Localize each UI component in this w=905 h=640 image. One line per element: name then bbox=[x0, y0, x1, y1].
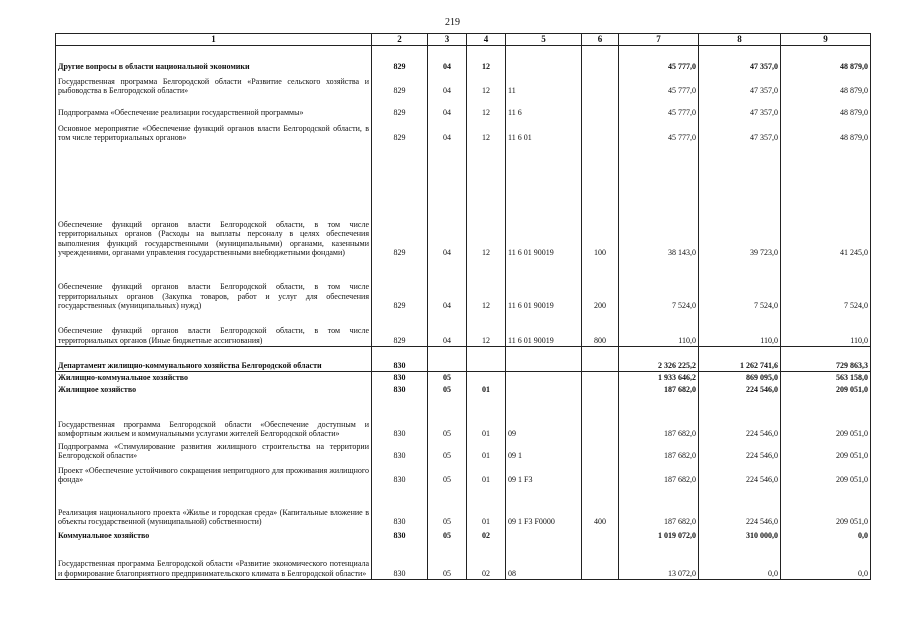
expense-type-cell bbox=[582, 46, 619, 73]
expense-type-cell bbox=[582, 528, 619, 542]
amount-year1-cell: 45 777,0 bbox=[619, 73, 699, 97]
chapter-code-cell: 830 bbox=[372, 462, 428, 486]
section-code-cell: 04 bbox=[428, 46, 467, 73]
chapter-code-cell: 830 bbox=[372, 347, 428, 372]
amount-year1-cell: 13 072,0 bbox=[619, 542, 699, 580]
subsection-code-cell: 12 bbox=[467, 97, 506, 119]
amount-year1-cell: 187 682,0 bbox=[619, 440, 699, 462]
target-article-cell: 09 1 bbox=[506, 440, 582, 462]
row-name-cell: Другие вопросы в области национальной экономики bbox=[56, 46, 372, 73]
column-header: 6 bbox=[582, 34, 619, 46]
expense-type-cell: 200 bbox=[582, 259, 619, 312]
amount-year3-cell: 41 245,0 bbox=[781, 144, 871, 259]
chapter-code-cell: 829 bbox=[372, 73, 428, 97]
table-row bbox=[56, 119, 871, 144]
section-code-cell: 05 bbox=[428, 372, 467, 384]
expense-type-cell bbox=[582, 542, 619, 580]
table-row bbox=[56, 528, 871, 542]
section-code-cell: 04 bbox=[428, 312, 467, 347]
chapter-code-cell: 830 bbox=[372, 440, 428, 462]
amount-year1-cell: 187 682,0 bbox=[619, 384, 699, 396]
section-code-cell: 05 bbox=[428, 384, 467, 396]
section-code-cell: 05 bbox=[428, 396, 467, 440]
amount-year1-cell: 7 524,0 bbox=[619, 259, 699, 312]
amount-year2-cell: 869 095,0 bbox=[699, 372, 781, 384]
subsection-code-cell: 01 bbox=[467, 462, 506, 486]
section-code-cell: 05 bbox=[428, 486, 467, 528]
amount-year3-cell: 0,0 bbox=[781, 528, 871, 542]
amount-year3-cell: 209 051,0 bbox=[781, 396, 871, 440]
row-name-cell: Государственная программа Белгородской области «Развитие экономического потенциала и формирование благоприятного предпринимательского климата в Белгородской области» bbox=[56, 542, 372, 580]
amount-year2-cell: 47 357,0 bbox=[699, 73, 781, 97]
expense-type-cell bbox=[582, 119, 619, 144]
amount-year3-cell: 209 051,0 bbox=[781, 486, 871, 528]
chapter-code-cell: 830 bbox=[372, 384, 428, 396]
column-header: 3 bbox=[428, 34, 467, 46]
amount-year3-cell: 48 879,0 bbox=[781, 46, 871, 73]
amount-year3-cell: 7 524,0 bbox=[781, 259, 871, 312]
target-article-cell: 11 bbox=[506, 73, 582, 97]
row-name-cell: Подпрограмма «Обеспечение реализации государственной программы» bbox=[56, 97, 372, 119]
amount-year2-cell: 47 357,0 bbox=[699, 119, 781, 144]
expense-type-cell bbox=[582, 440, 619, 462]
table-row bbox=[56, 486, 871, 528]
row-name-cell: Проект «Обеспечение устойчивого сокращения непригодного для проживания жилищного фонда» bbox=[56, 462, 372, 486]
expense-type-cell bbox=[582, 97, 619, 119]
column-header: 8 bbox=[699, 34, 781, 46]
column-header: 1 bbox=[56, 34, 372, 46]
row-name-cell: Основное мероприятие «Обеспечение функций органов власти Белгородской области, в том числе территориальных органов» bbox=[56, 119, 372, 144]
amount-year3-cell: 48 879,0 bbox=[781, 73, 871, 97]
section-code-cell bbox=[428, 347, 467, 372]
target-article-cell: 11 6 01 90019 bbox=[506, 259, 582, 312]
section-code-cell: 04 bbox=[428, 97, 467, 119]
table-row bbox=[56, 73, 871, 97]
budget-table bbox=[55, 33, 871, 580]
table-row bbox=[56, 384, 871, 396]
amount-year3-cell: 209 051,0 bbox=[781, 440, 871, 462]
row-name-cell: Подпрограмма «Стимулирование развития жилищного строительства на территории Белгородской области» bbox=[56, 440, 372, 462]
subsection-code-cell bbox=[467, 372, 506, 384]
target-article-cell: 11 6 bbox=[506, 97, 582, 119]
section-code-cell: 04 bbox=[428, 119, 467, 144]
expense-type-cell bbox=[582, 462, 619, 486]
table-row bbox=[56, 144, 871, 259]
amount-year2-cell: 1 262 741,6 bbox=[699, 347, 781, 372]
amount-year1-cell: 187 682,0 bbox=[619, 462, 699, 486]
amount-year3-cell: 110,0 bbox=[781, 312, 871, 347]
column-header: 7 bbox=[619, 34, 699, 46]
expense-type-cell: 800 bbox=[582, 312, 619, 347]
subsection-code-cell: 01 bbox=[467, 486, 506, 528]
row-name-cell: Коммунальное хозяйство bbox=[56, 528, 372, 542]
row-name-cell: Реализация национального проекта «Жилье и городская среда» (Капитальные вложение в объекты государственной (муниципальной) собственности) bbox=[56, 486, 372, 528]
row-name-cell: Государственная программа Белгородской области «Развитие сельского хозяйства и рыбоводства в Белгородской области» bbox=[56, 73, 372, 97]
amount-year2-cell: 224 546,0 bbox=[699, 440, 781, 462]
subsection-code-cell: 12 bbox=[467, 312, 506, 347]
target-article-cell bbox=[506, 384, 582, 396]
subsection-code-cell: 01 bbox=[467, 396, 506, 440]
column-header-row bbox=[56, 34, 871, 46]
table-row bbox=[56, 347, 871, 372]
target-article-cell: 09 bbox=[506, 396, 582, 440]
chapter-code-cell: 830 bbox=[372, 542, 428, 580]
chapter-code-cell: 830 bbox=[372, 528, 428, 542]
subsection-code-cell: 12 bbox=[467, 259, 506, 312]
table-row bbox=[56, 462, 871, 486]
amount-year1-cell: 2 326 225,2 bbox=[619, 347, 699, 372]
subsection-code-cell: 01 bbox=[467, 384, 506, 396]
subsection-code-cell: 02 bbox=[467, 528, 506, 542]
section-code-cell: 04 bbox=[428, 144, 467, 259]
amount-year2-cell: 224 546,0 bbox=[699, 462, 781, 486]
table-row bbox=[56, 372, 871, 384]
section-code-cell: 05 bbox=[428, 528, 467, 542]
table-row bbox=[56, 542, 871, 580]
target-article-cell bbox=[506, 46, 582, 73]
row-name-cell: Жилищно-коммунальное хозяйство bbox=[56, 372, 372, 384]
chapter-code-cell: 829 bbox=[372, 46, 428, 73]
amount-year3-cell: 209 051,0 bbox=[781, 384, 871, 396]
table-row bbox=[56, 259, 871, 312]
target-article-cell: 09 1 F3 F0000 bbox=[506, 486, 582, 528]
amount-year3-cell: 209 051,0 bbox=[781, 462, 871, 486]
table-row bbox=[56, 312, 871, 347]
table-row bbox=[56, 440, 871, 462]
target-article-cell: 11 6 01 bbox=[506, 119, 582, 144]
amount-year1-cell: 45 777,0 bbox=[619, 97, 699, 119]
row-name-cell: Обеспечение функций органов власти Белгородской области, в том числе территориальных органов (Иные бюджетные ассигнования) bbox=[56, 312, 372, 347]
row-name-cell: Государственная программа Белгородской области «Обеспечение доступным и комфортным жильем и коммунальными услугами жителей Белгородской области» bbox=[56, 396, 372, 440]
target-article-cell bbox=[506, 372, 582, 384]
expense-type-cell bbox=[582, 396, 619, 440]
amount-year3-cell: 729 863,3 bbox=[781, 347, 871, 372]
amount-year2-cell: 224 546,0 bbox=[699, 486, 781, 528]
amount-year2-cell: 39 723,0 bbox=[699, 144, 781, 259]
expense-type-cell bbox=[582, 372, 619, 384]
amount-year3-cell: 0,0 bbox=[781, 542, 871, 580]
chapter-code-cell: 829 bbox=[372, 119, 428, 144]
expense-type-cell: 400 bbox=[582, 486, 619, 528]
amount-year2-cell: 47 357,0 bbox=[699, 46, 781, 73]
row-name-cell: Обеспечение функций органов власти Белгородской области, в том числе территориальных органов (Закупка товаров, работ и услуг для обеспечения государственных (муниципальных) нужд) bbox=[56, 259, 372, 312]
column-header: 5 bbox=[506, 34, 582, 46]
amount-year2-cell: 0,0 bbox=[699, 542, 781, 580]
section-code-cell: 05 bbox=[428, 440, 467, 462]
target-article-cell: 11 6 01 90019 bbox=[506, 312, 582, 347]
page-number: 219 bbox=[445, 17, 460, 28]
amount-year2-cell: 224 546,0 bbox=[699, 384, 781, 396]
target-article-cell: 08 bbox=[506, 542, 582, 580]
expense-type-cell: 100 bbox=[582, 144, 619, 259]
table-row bbox=[56, 97, 871, 119]
amount-year1-cell: 110,0 bbox=[619, 312, 699, 347]
section-code-cell: 05 bbox=[428, 542, 467, 580]
subsection-code-cell: 12 bbox=[467, 119, 506, 144]
row-name-cell: Жилищное хозяйство bbox=[56, 384, 372, 396]
table-row bbox=[56, 396, 871, 440]
chapter-code-cell: 829 bbox=[372, 97, 428, 119]
amount-year1-cell: 1 019 072,0 bbox=[619, 528, 699, 542]
chapter-code-cell: 829 bbox=[372, 144, 428, 259]
chapter-code-cell: 829 bbox=[372, 312, 428, 347]
target-article-cell bbox=[506, 528, 582, 542]
row-name-cell: Обеспечение функций органов власти Белгородской области, в том числе территориальных органов (Расходы на выплаты персоналу в целях обеспечения выполнения функций государственными (муниципальными) органами, казенными учреждениями, органами управления государственными внебюджетными фондами) bbox=[56, 144, 372, 259]
subsection-code-cell: 02 bbox=[467, 542, 506, 580]
subsection-code-cell: 12 bbox=[467, 144, 506, 259]
amount-year1-cell: 1 933 646,2 bbox=[619, 372, 699, 384]
subsection-code-cell bbox=[467, 347, 506, 372]
chapter-code-cell: 830 bbox=[372, 396, 428, 440]
section-code-cell: 05 bbox=[428, 462, 467, 486]
subsection-code-cell: 01 bbox=[467, 440, 506, 462]
column-header: 2 bbox=[372, 34, 428, 46]
section-code-cell: 04 bbox=[428, 73, 467, 97]
amount-year2-cell: 224 546,0 bbox=[699, 396, 781, 440]
amount-year1-cell: 45 777,0 bbox=[619, 46, 699, 73]
row-name-cell: Департамент жилищно-коммунального хозяйства Белгородской области bbox=[56, 347, 372, 372]
amount-year1-cell: 45 777,0 bbox=[619, 119, 699, 144]
amount-year2-cell: 310 000,0 bbox=[699, 528, 781, 542]
expense-type-cell bbox=[582, 347, 619, 372]
column-header: 4 bbox=[467, 34, 506, 46]
section-code-cell: 04 bbox=[428, 259, 467, 312]
amount-year1-cell: 187 682,0 bbox=[619, 486, 699, 528]
amount-year3-cell: 563 158,0 bbox=[781, 372, 871, 384]
target-article-cell: 09 1 F3 bbox=[506, 462, 582, 486]
target-article-cell bbox=[506, 347, 582, 372]
chapter-code-cell: 829 bbox=[372, 259, 428, 312]
chapter-code-cell: 830 bbox=[372, 486, 428, 528]
amount-year3-cell: 48 879,0 bbox=[781, 97, 871, 119]
amount-year2-cell: 47 357,0 bbox=[699, 97, 781, 119]
expense-type-cell bbox=[582, 73, 619, 97]
amount-year1-cell: 187 682,0 bbox=[619, 396, 699, 440]
amount-year3-cell: 48 879,0 bbox=[781, 119, 871, 144]
expense-type-cell bbox=[582, 384, 619, 396]
table-row bbox=[56, 46, 871, 73]
chapter-code-cell: 830 bbox=[372, 372, 428, 384]
target-article-cell: 11 6 01 90019 bbox=[506, 144, 582, 259]
subsection-code-cell: 12 bbox=[467, 73, 506, 97]
amount-year2-cell: 7 524,0 bbox=[699, 259, 781, 312]
column-header: 9 bbox=[781, 34, 871, 46]
subsection-code-cell: 12 bbox=[467, 46, 506, 73]
amount-year1-cell: 38 143,0 bbox=[619, 144, 699, 259]
amount-year2-cell: 110,0 bbox=[699, 312, 781, 347]
